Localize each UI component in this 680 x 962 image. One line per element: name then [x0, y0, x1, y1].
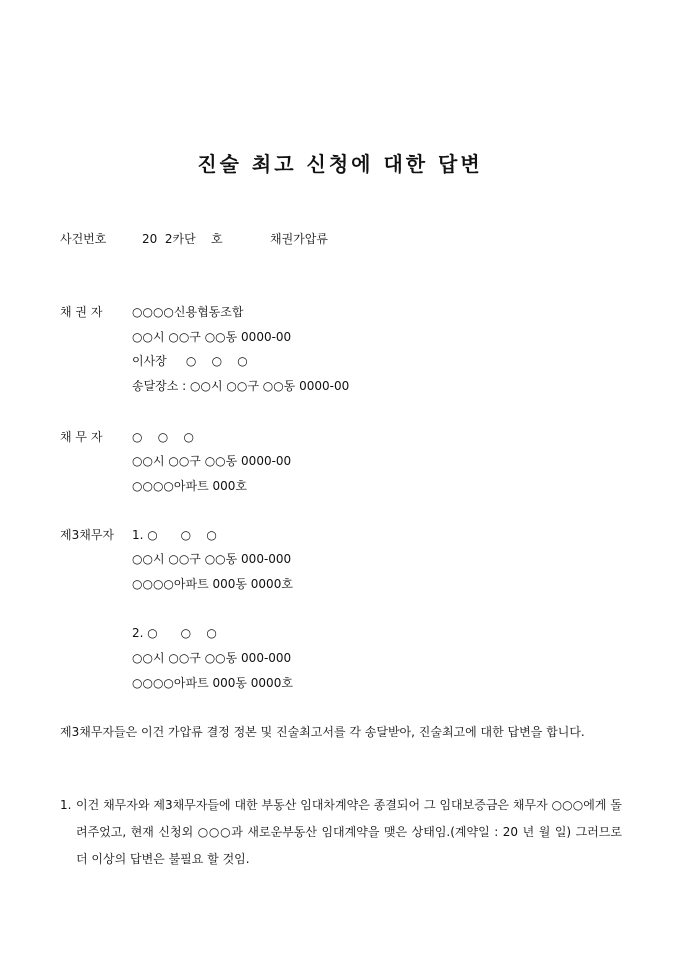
creditor-address: ○○시 ○○구 ○○동 0000-00: [132, 330, 292, 344]
debtor-label: 채 무 자: [60, 430, 103, 444]
debtor-name: ○ ○ ○: [132, 430, 194, 444]
creditor-label: 채 권 자: [60, 305, 103, 319]
creditor-service-address: 송달장소 : ○○시 ○○구 ○○동 0000-00: [132, 379, 350, 393]
creditor-representative: 이사장 ○ ○ ○: [132, 354, 248, 368]
answer-item-number: 1.: [60, 798, 72, 812]
third-debtor-1-name: 1. ○ ○ ○: [132, 528, 217, 542]
case-type: 채권가압류: [270, 232, 328, 246]
third-debtor-2-name: 2. ○ ○ ○: [132, 626, 217, 640]
document-title: 진술 최고 신청에 대한 답변: [197, 152, 483, 176]
third-debtor-1-address-2: ○○○○아파트 000동 0000호: [132, 577, 293, 591]
third-debtor-2-address: ○○시 ○○구 ○○동 000-000: [132, 651, 292, 665]
third-debtors-label: 제3채무자: [60, 528, 115, 542]
answer-item: [60, 792, 622, 873]
intro-paragraph: 제3채무자들은 이건 가압류 결정 정본 및 진술최고서를 각 송달받아, 진술최고에 대한 답변을 합니다.: [60, 725, 585, 739]
debtor-address-2: ○○○○아파트 000호: [132, 479, 247, 493]
debtor-address: ○○시 ○○구 ○○동 0000-00: [132, 454, 292, 468]
third-debtor-1-address: ○○시 ○○구 ○○동 000-000: [132, 552, 292, 566]
answer-item-text: 이건 채무자와 제3채무자들에 대한 부동산 임대차계약은 종결되어 그 임대보증금은 채무자 ○○○에게 돌려주었고, 현재 신청외 ○○○과 새로운부동산 임대계약을 맺은 상태임.(계약일 : 20 년 월 일) 그러므로 더 이상의 답변은 불필요 할 것임.: [76, 798, 622, 866]
case-number: 20 2카단 호: [142, 232, 223, 246]
third-debtor-2-address-2: ○○○○아파트 000동 0000호: [132, 676, 293, 690]
case-number-label: 사건번호: [60, 232, 107, 246]
creditor-name: ○○○○신용협동조합: [132, 305, 244, 319]
